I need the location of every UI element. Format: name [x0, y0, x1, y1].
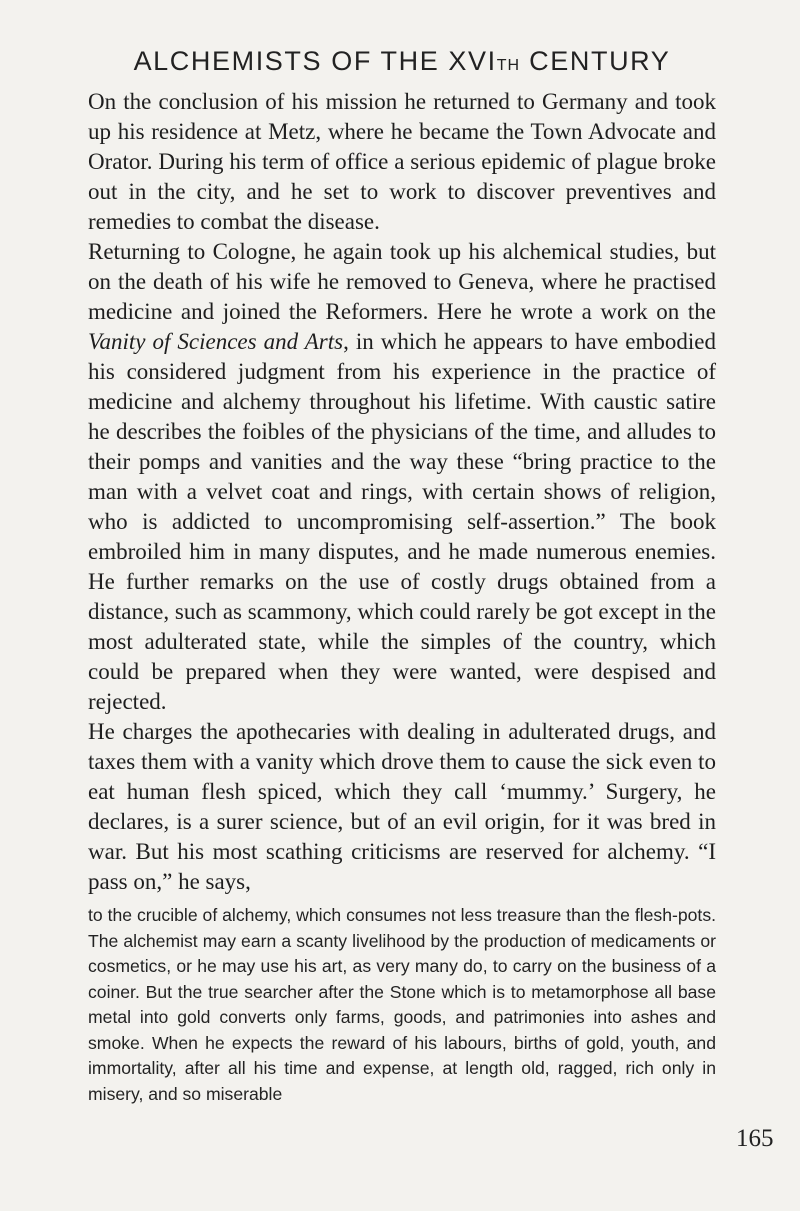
running-head-rest: CENTURY [520, 46, 671, 76]
paragraph-1: On the conclusion of his mission he returned to Germany and took up his residence at Metz, where he became the Town Advocate and Orator. During his term of office a serious epidemic of plague broke out in the city, and he set to work to discover preventives and remedies to combat the disease. [88, 89, 716, 234]
paragraph-3: He charges the apothecaries with dealing in adulterated drugs, and taxes them with a vanity which drove them to cause the sick even to eat human flesh spiced, which they call ‘mummy.’ Surgery, he declares, is a surer science, but of an evil origin, for it was bred in war. But his most scathing criticisms are reserved for alchemy. “I pass on,” he says, [88, 719, 716, 894]
body-text [88, 87, 716, 897]
book-page [88, 46, 716, 1107]
block-quote-text: to the crucible of alchemy, which consumes not less treasure than the flesh-pots. The alchemist may earn a scanty livelihood by the production of medicaments or cosmetics, or he may use his art, as very many do, to carry on the business of a coiner. But the true searcher after the Stone which is to metamorphose all base metal into gold converts only farms, goods, and patrimonies into ashes and smoke. When he expects the reward of his labours, births of gold, youth, and immortality, after all his time and expense, at length old, ragged, rich only in misery, and so miserable [88, 905, 716, 1104]
paragraph-2-start: Returning to Cologne, he again took up his alchemical studies, but on the death of his wife he removed to Geneva, where he practised medicine and joined the Reformers. Here he wrote a work on the [88, 239, 716, 324]
running-head [88, 46, 716, 77]
running-head-main: ALCHEMISTS OF THE XVI [133, 46, 497, 76]
book-title: Vanity of Sciences and Arts [88, 329, 344, 354]
paragraph-2-end: , in which he appears to have embodied his considered judgment from his experience in the practice of medicine and alchemy throughout his lifetime. With caustic satire he describes the foibles of the physicians of the time, and alludes to their pomps and vanities and the way these “bring practice to the man with a velvet coat and rings, with certain shows of religion, who is addicted to uncompromising self-assertion.” The book embroiled him in many disputes, and he made numerous enemies. He further remarks on the use of costly drugs obtained from a distance, such as scammony, which could rarely be got except in the most adulterated state, while the simples of the country, which could be prepared when they were wanted, were despised and rejected. [88, 329, 716, 714]
page-number: 165 [736, 1125, 774, 1152]
block-quote [88, 903, 716, 1107]
running-head-suffix: TH [496, 57, 521, 74]
paragraph-2 [88, 237, 716, 717]
